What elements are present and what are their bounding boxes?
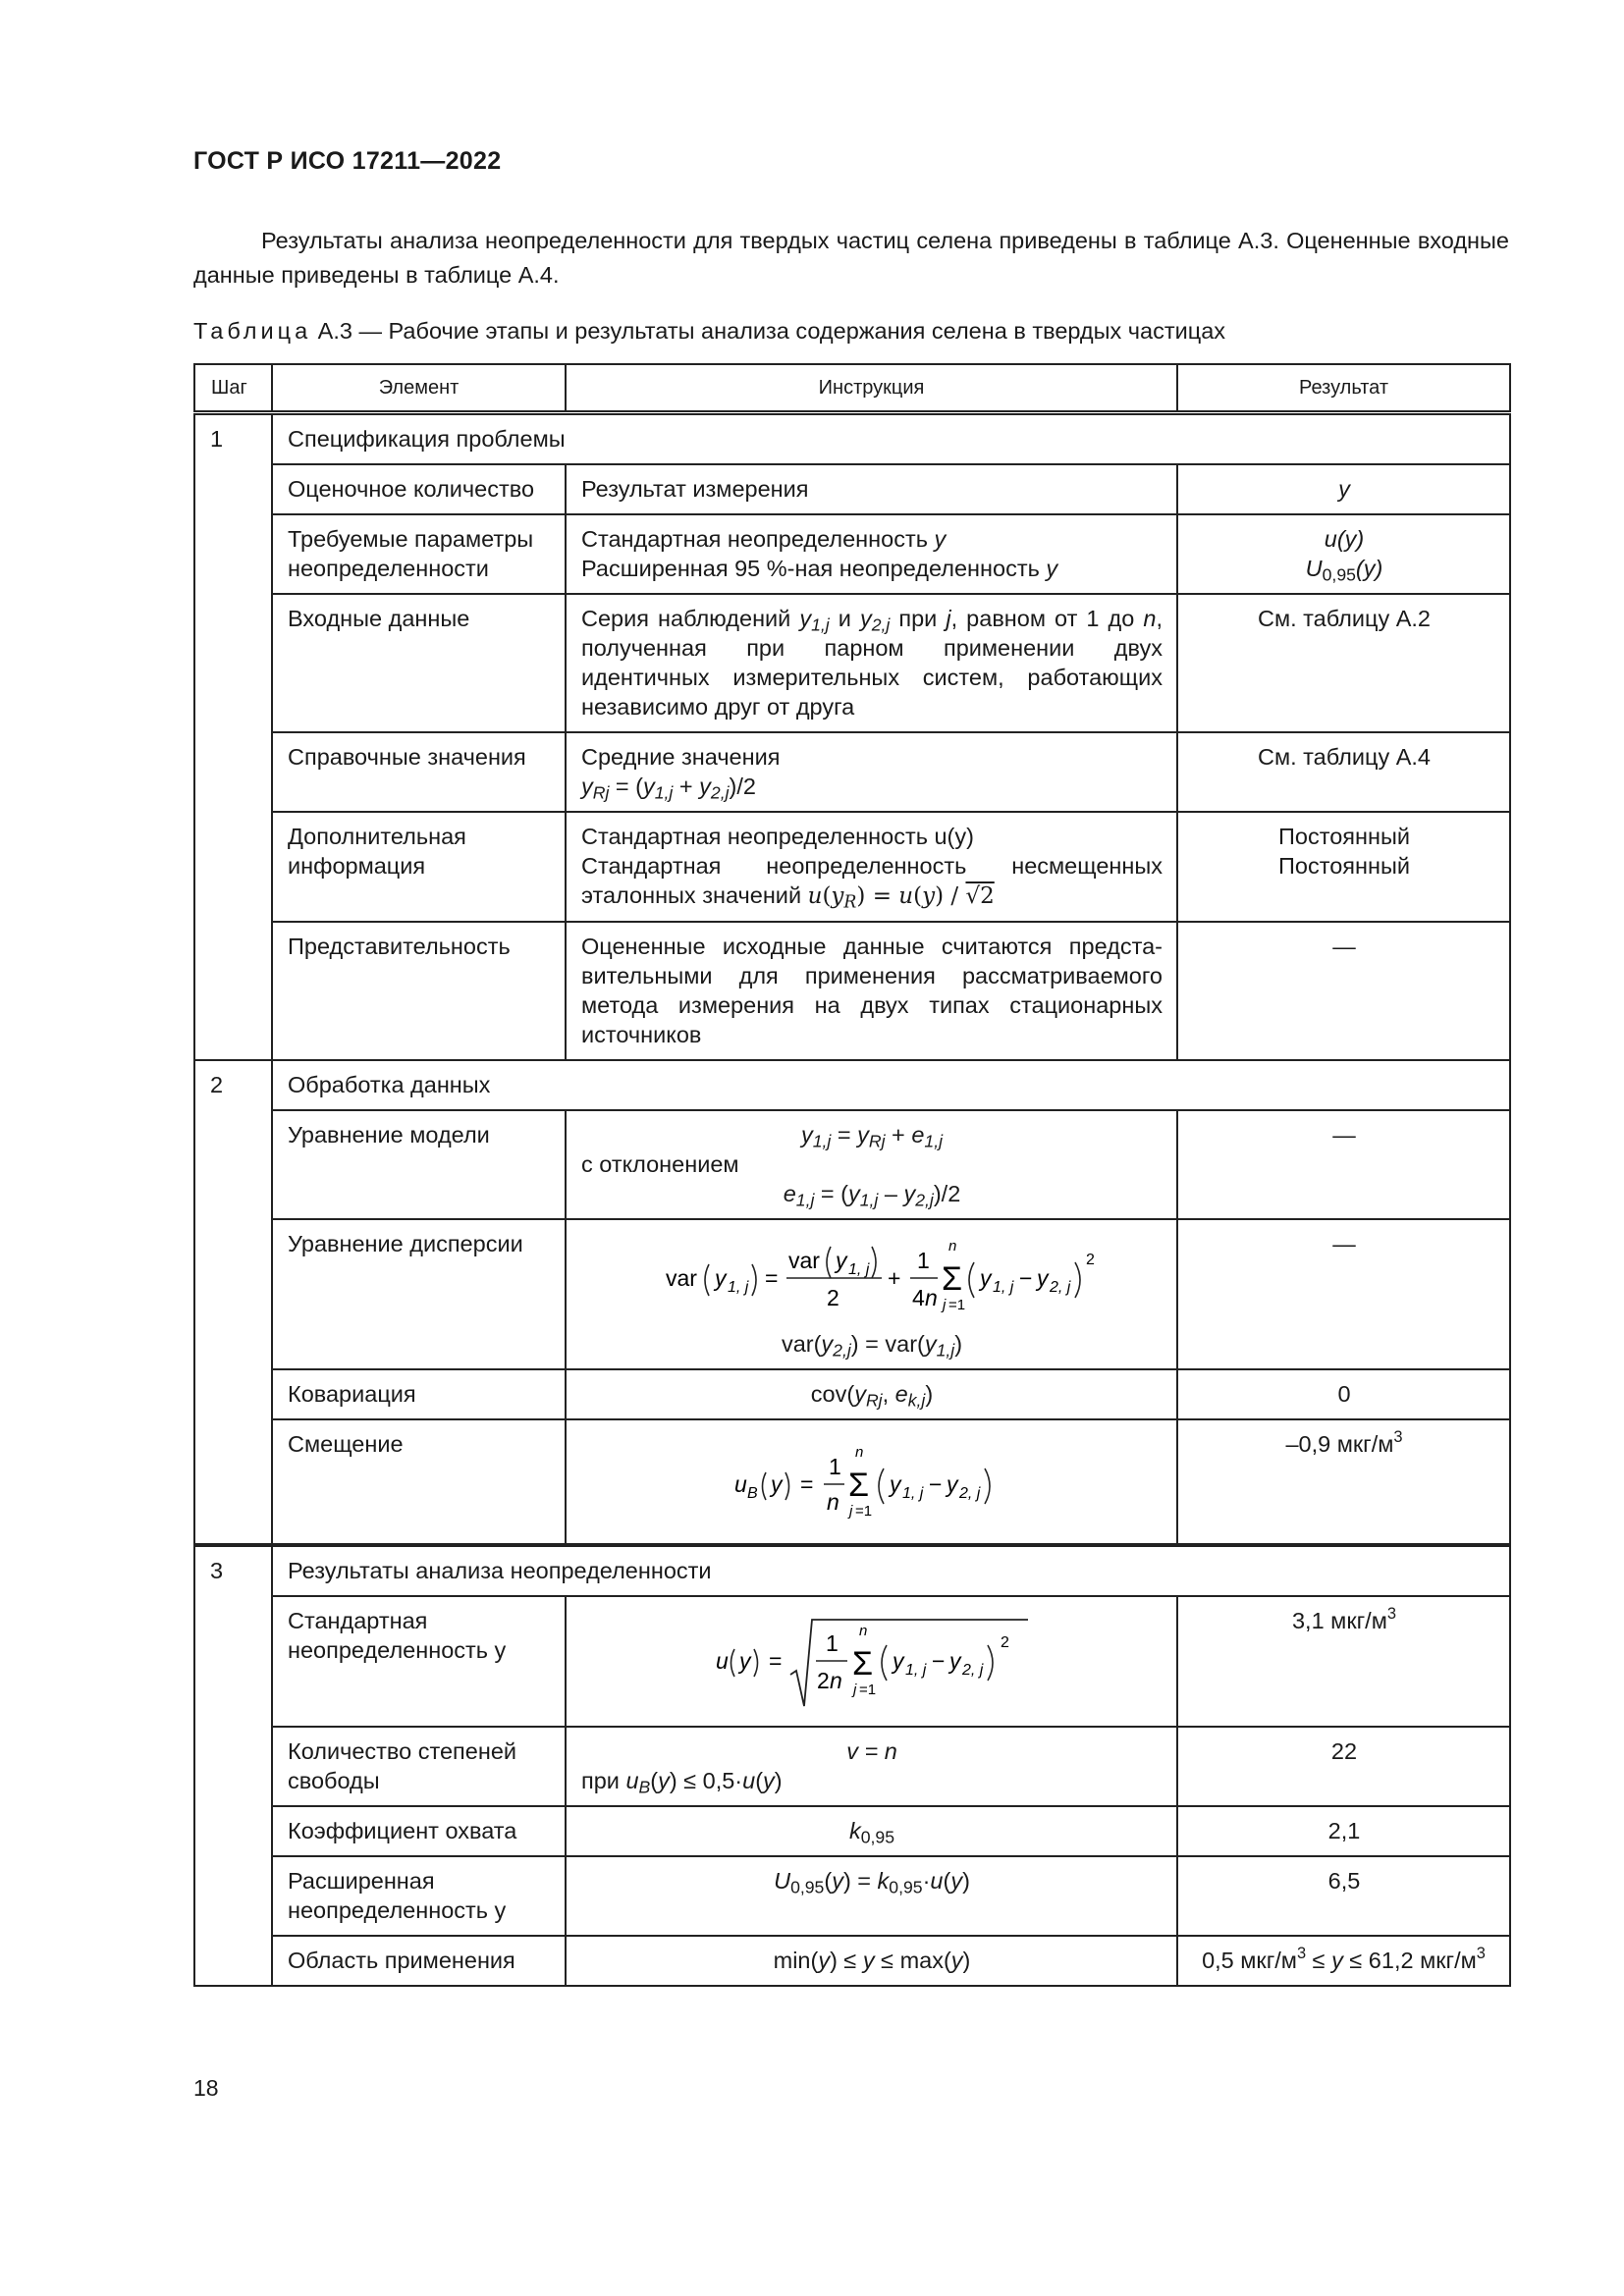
svg-text:B: B [747, 1485, 758, 1502]
element-cell: Входные данные [272, 594, 566, 732]
svg-text:−: − [929, 1471, 943, 1497]
svg-text:=: = [765, 1265, 779, 1291]
text-run: )/2 [729, 774, 756, 799]
table-row [194, 1545, 1510, 1596]
table-row [194, 1856, 1510, 1936]
variance-equation-2: $var(y_{2,j}) = var(y_{1,j})$ [781, 1331, 963, 1361]
svg-text:j: j [943, 1297, 947, 1313]
subscript: 1,j [811, 614, 830, 635]
variable: y [1046, 556, 1058, 581]
instruction-line: с отклонением [581, 1151, 739, 1177]
subscript: Rj [592, 782, 610, 803]
step-number: 3 [194, 1545, 272, 1986]
element-cell: Уравнение модели [272, 1110, 566, 1219]
result-cell: 0,5 мкг/$м^3 \le y \le 61,2$ мкг/$м^3$ [1177, 1936, 1510, 1986]
instruction-line [581, 851, 1163, 911]
subscript: 2,j [871, 614, 891, 635]
svg-text:y: y [893, 1648, 904, 1674]
instruction-line: Средние значения [581, 744, 781, 770]
svg-text:1, j: 1, j [993, 1279, 1014, 1296]
element-cell: Количество степеней свободы [272, 1727, 566, 1806]
table-row [194, 464, 1510, 514]
result-cell: — [1177, 922, 1510, 1060]
bias-equation [725, 1431, 1019, 1525]
svg-text:+: + [888, 1265, 901, 1291]
text-run: + [673, 774, 700, 799]
text-run: и [829, 606, 860, 631]
table-row [194, 1369, 1510, 1419]
result-cell [1177, 514, 1510, 594]
svg-text:y: y [771, 1471, 783, 1497]
table-row [194, 1219, 1510, 1369]
element-cell: Коэффициент охвата [272, 1806, 566, 1856]
svg-text:1, j: 1, j [902, 1485, 924, 1502]
result-cell: — [1177, 1219, 1510, 1369]
result-cell: См. таблицу А.2 [1177, 594, 1510, 732]
svg-text:y: y [949, 1648, 961, 1674]
svg-text:=1: =1 [859, 1682, 877, 1698]
svg-text:2, j: 2, j [1050, 1279, 1071, 1296]
element-text: Стандартная неопределенность y [288, 1608, 507, 1663]
svg-text:y: y [739, 1648, 751, 1674]
svg-text:Σ: Σ [852, 1645, 874, 1682]
result-cell: –0,9 мкг/$м^3$ [1177, 1419, 1510, 1545]
model-equation-1: $y_{1,j} = y_{Rj} + e_{1,j}$ [800, 1122, 944, 1151]
intro-paragraph: Результаты анализа неопределенности для твердых частиц селена приведены в таблице А.3. Оцененные входные данные приведены в таблице А.4. [193, 228, 1509, 288]
result-cell: 3,1 мкг/$м^3$ [1177, 1596, 1510, 1727]
variable: y [699, 774, 711, 799]
variable: j [946, 606, 951, 631]
instruction-cell [566, 1419, 1177, 1545]
step-number: 2 [194, 1060, 272, 1545]
svg-text:y: y [947, 1471, 958, 1497]
svg-text:y: y [715, 1265, 727, 1291]
subscript: 2,j [710, 782, 730, 803]
element-cell: Ковариация [272, 1369, 566, 1419]
model-equation-2: $e_{1,j} = (y_{1,j} - y_{2,j})/2$ [783, 1181, 961, 1210]
table-row [194, 1110, 1510, 1219]
svg-text:j: j [849, 1503, 853, 1520]
variable: y [581, 774, 593, 799]
result-cell [1177, 812, 1510, 922]
svg-text:−: − [1019, 1265, 1033, 1291]
formula-line [581, 772, 1163, 801]
svg-text:=: = [800, 1471, 814, 1497]
table-caption-text: А.3 — Рабочие этапы и результаты анализа содержания селена в твердых частицах [311, 318, 1226, 344]
svg-text:2: 2 [1001, 1634, 1009, 1651]
variable: y [859, 606, 872, 631]
instruction-cell [566, 514, 1177, 594]
result-cell: См. таблицу А.4 [1177, 732, 1510, 812]
element-cell: Требуемые параметры неопределенности [272, 514, 566, 594]
text-run: Стандартная неопределенность несмещенных эталонных значений [581, 853, 1163, 908]
element-text: Расширенная неопределенность y [288, 1868, 507, 1923]
table-row [194, 514, 1510, 594]
svg-text:=1: =1 [948, 1297, 966, 1313]
instruction-cell [566, 1219, 1177, 1369]
subscript: 1,j [654, 782, 674, 803]
svg-text:1: 1 [917, 1248, 930, 1273]
element-cell: Представительность [272, 922, 566, 1060]
text-run: , полученная при парном применении двух идентичных измерительных систем, работающих независимо друг от друга [581, 606, 1164, 720]
svg-text:n: n [827, 1489, 839, 1515]
result-cell: y [1177, 464, 1510, 514]
table-caption-label: Таблица [193, 318, 312, 344]
table-row [194, 1419, 1510, 1545]
subscript: 0,95 [1322, 564, 1356, 585]
variance-equation [636, 1229, 1108, 1323]
element-cell [272, 1596, 566, 1727]
result-cell: — [1177, 1110, 1510, 1219]
instruction-line: Стандартная неопределенность [581, 526, 935, 552]
svg-text:=: = [769, 1648, 783, 1674]
svg-text:n: n [830, 1668, 842, 1693]
svg-text:Σ: Σ [942, 1260, 963, 1298]
svg-text:y: y [1037, 1265, 1049, 1291]
svg-text:j: j [853, 1682, 857, 1698]
instruction-cell [566, 1110, 1177, 1219]
svg-text:1: 1 [826, 1630, 839, 1656]
instruction-cell [566, 594, 1177, 732]
instruction-cell [566, 732, 1177, 812]
section-title: Спецификация проблемы [272, 413, 1510, 465]
text-run: = ( [609, 774, 643, 799]
element-cell: Область применения [272, 1936, 566, 1986]
variable: n [1143, 606, 1157, 631]
svg-text:−: − [932, 1648, 946, 1674]
table-header-row [194, 364, 1510, 413]
svg-text:n: n [859, 1623, 868, 1639]
section-title: Результаты анализа неопределенности [272, 1545, 1510, 1596]
result-line: Постоянный [1278, 853, 1410, 879]
svg-text:2: 2 [817, 1668, 830, 1693]
result-cell: 0 [1177, 1369, 1510, 1419]
result-line: Постоянный [1278, 824, 1410, 849]
header-step: Шаг [194, 364, 272, 413]
table-row [194, 1596, 1510, 1727]
table-row [194, 1727, 1510, 1806]
document-title: ГОСТ Р ИСО 17211—2022 [193, 147, 502, 175]
element-cell: Справочные значения [272, 732, 566, 812]
header-instruction: Инструкция [566, 364, 1177, 413]
element-cell: Оценочное количество [272, 464, 566, 514]
variable: U [1305, 556, 1323, 581]
result-cell: 2,1 [1177, 1806, 1510, 1856]
instruction-cell [566, 1727, 1177, 1806]
table-row [194, 1806, 1510, 1856]
table-row [194, 1936, 1510, 1986]
element-cell: Уравнение дисперсии [272, 1219, 566, 1369]
svg-text:n: n [855, 1444, 864, 1461]
svg-text:u: u [716, 1648, 729, 1674]
page-number: 18 [193, 2075, 219, 2101]
instruction-cell: min(y) ≤ y ≤ max(y) [566, 1936, 1177, 1986]
instruction-cell: $k_{0,95}$ [566, 1806, 1177, 1856]
instruction-line: Расширенная 95 %-ная неопределенность [581, 556, 1047, 581]
result-line [1193, 554, 1495, 583]
instruction-cell: Результат измерения [566, 464, 1177, 514]
section-title: Обработка данных [272, 1060, 1510, 1110]
svg-text:1, j: 1, j [848, 1261, 870, 1278]
svg-text:=1: =1 [855, 1503, 873, 1520]
text-run: при [890, 606, 947, 631]
table-row [194, 594, 1510, 732]
table-row [194, 1060, 1510, 1110]
variable: y [934, 526, 947, 552]
results-table [193, 363, 1511, 1987]
table-row [194, 413, 1510, 465]
result-cell: 6,5 [1177, 1856, 1510, 1936]
table-row [194, 922, 1510, 1060]
instruction-cell: Оцененные исходные данные считаются представительными для применения рассматриваемого метода измерения на двух типах стационарных источников [566, 922, 1177, 1060]
dof-equation: v = n [846, 1738, 897, 1764]
element-cell [272, 1856, 566, 1936]
svg-text:2, j: 2, j [962, 1662, 984, 1679]
svg-text:4: 4 [912, 1285, 925, 1310]
svg-text:1, j: 1, j [728, 1279, 749, 1296]
svg-text:var: var [666, 1265, 697, 1291]
instruction-cell: $cov(y_{Rj}$, $e_{k,j}$) [566, 1369, 1177, 1419]
text-run: Серия наблюдений [581, 606, 800, 631]
variable: y [799, 606, 812, 631]
svg-text:2: 2 [827, 1285, 839, 1310]
svg-text:n: n [925, 1285, 938, 1310]
dof-condition: при $u_B(y) \le 0,5\cdot u(y)$ [581, 1768, 783, 1797]
standard-uncertainty-equation [710, 1604, 1034, 1716]
svg-text:Σ: Σ [848, 1467, 870, 1504]
variable: y [643, 774, 655, 799]
table-caption [193, 318, 1225, 345]
step-number: 1 [194, 413, 272, 1061]
table-row [194, 812, 1510, 922]
element-cell: Дополнительная информация [272, 812, 566, 922]
svg-text:y: y [890, 1471, 901, 1497]
svg-text:1, j: 1, j [905, 1662, 927, 1679]
header-result: Результат [1177, 364, 1510, 413]
svg-text:1: 1 [829, 1454, 841, 1479]
svg-text:2, j: 2, j [959, 1485, 981, 1502]
svg-text:n: n [948, 1238, 957, 1255]
table-row [194, 732, 1510, 812]
header-element: Элемент [272, 364, 566, 413]
svg-text:2: 2 [1086, 1252, 1095, 1268]
instruction-cell [566, 1596, 1177, 1727]
text-run: , равном от 1 до [950, 606, 1144, 631]
svg-text:y: y [980, 1265, 992, 1291]
svg-text:var: var [788, 1248, 820, 1273]
variable: (y) [1355, 556, 1383, 581]
result-line: u(y) [1324, 526, 1365, 552]
formula-urefvalue: $u(y_R) = u(y) / √2$ [807, 883, 995, 913]
element-cell: Смещение [272, 1419, 566, 1545]
instruction-cell: $U_{0,95}(y) = k_{0,95}\cdot u(y)$ [566, 1856, 1177, 1936]
result-cell: 22 [1177, 1727, 1510, 1806]
instruction-line: Стандартная неопределенность u(y) [581, 824, 974, 849]
svg-text:u: u [734, 1471, 747, 1497]
svg-text:y: y [836, 1248, 847, 1273]
instruction-cell [566, 812, 1177, 922]
